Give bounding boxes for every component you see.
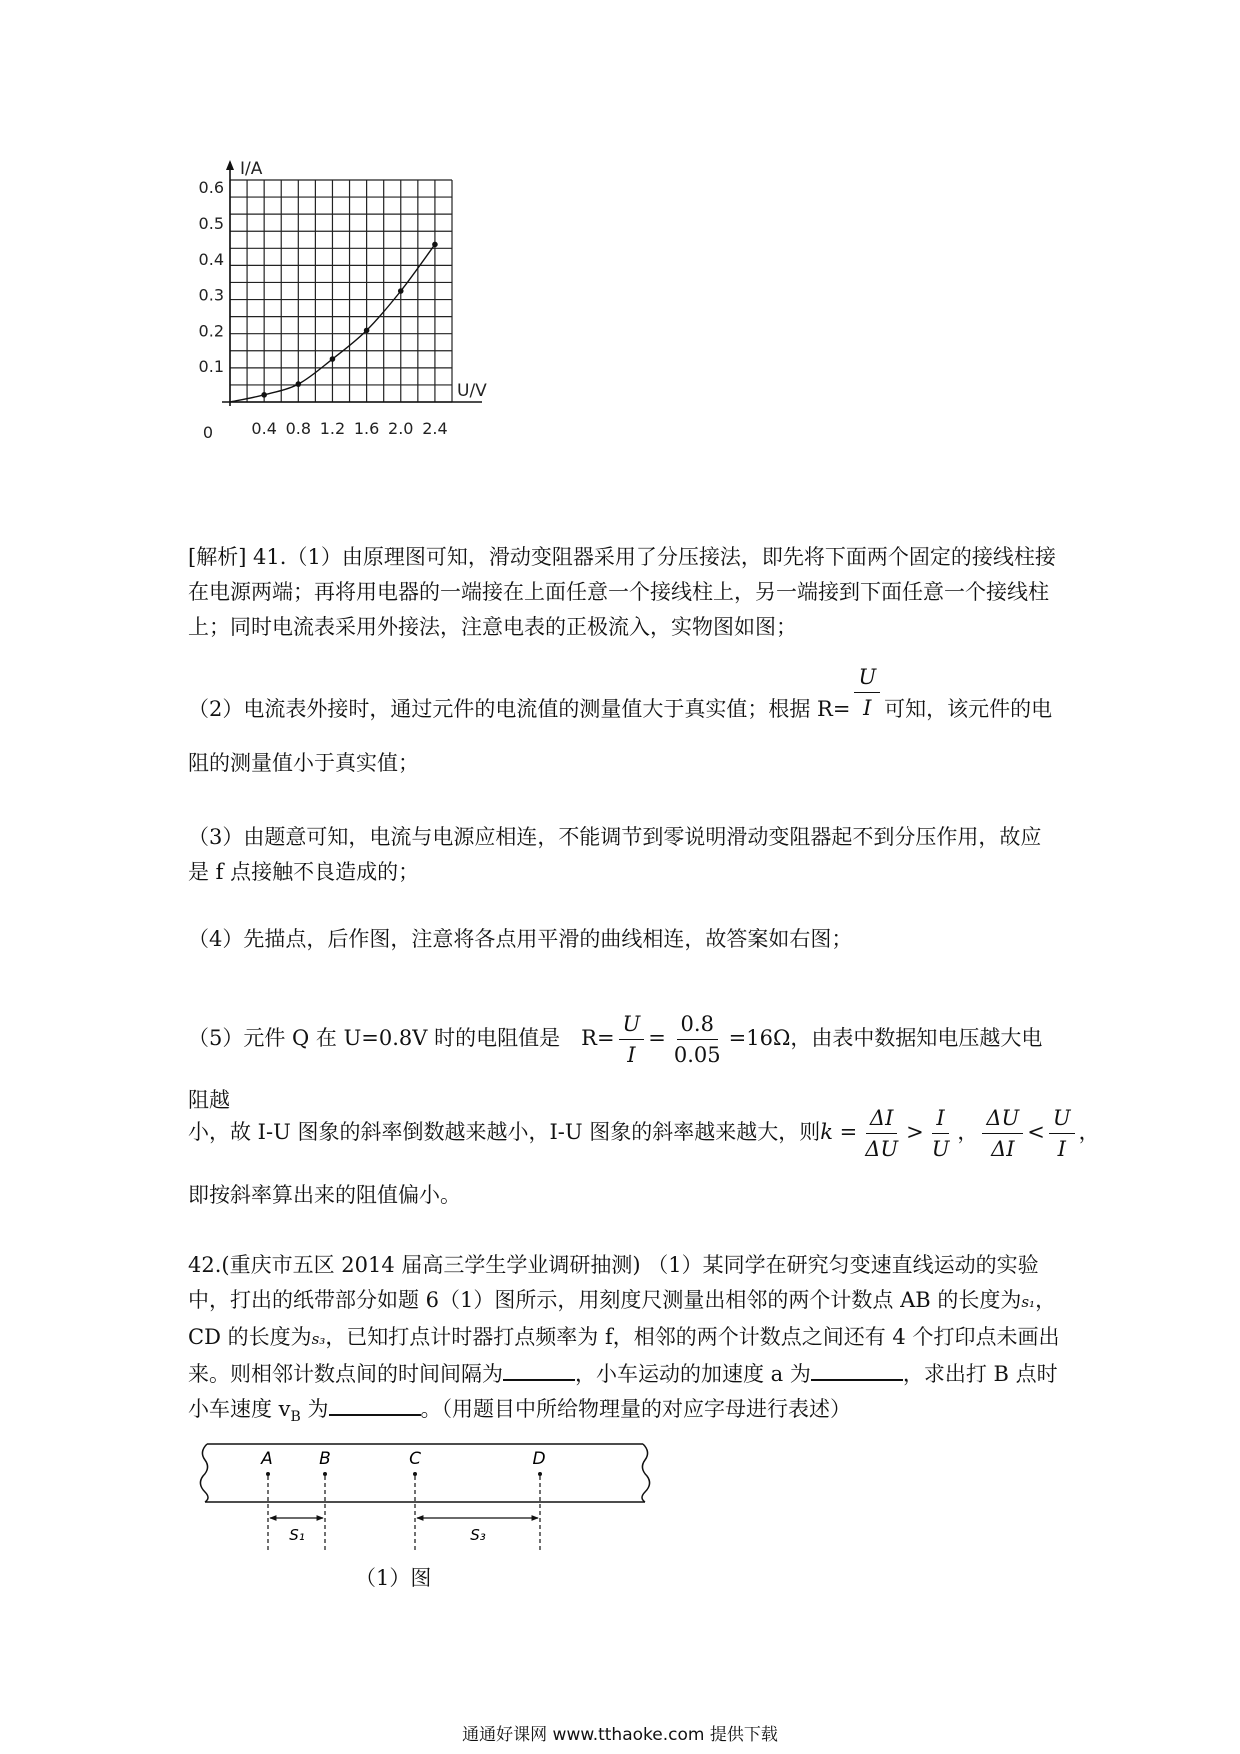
y-tick-label: 0.1 — [198, 357, 224, 377]
fraction-num: ΔI — [866, 1103, 897, 1134]
fraction-den: I — [1057, 1137, 1066, 1161]
y-tick-label: 0.3 — [198, 285, 224, 305]
blank-velocity-b[interactable] — [329, 1392, 421, 1416]
x-tick-label: 2.4 — [422, 419, 448, 438]
footer: 通通好课网 www.tthaoke.com 提供下载 — [462, 1725, 778, 1745]
data-point — [261, 392, 267, 398]
tape-left-edge — [200, 1444, 208, 1502]
dot-b — [323, 1472, 327, 1476]
v-subscript: B — [290, 1409, 301, 1426]
question-42 — [188, 1248, 1060, 1435]
less-than: < — [1027, 1120, 1045, 1144]
dot-c — [413, 1472, 417, 1476]
point-c — [409, 1449, 421, 1550]
fraction-u-over-i-2 — [619, 1009, 645, 1070]
fraction-du-over-di — [982, 1103, 1023, 1164]
fraction-num: U — [619, 1009, 645, 1040]
analysis-p2-a: （2）电流表外接时，通过元件的电流值的测量值大于真实值；根据 R= — [188, 697, 851, 721]
y-axis-label: I/A — [240, 160, 263, 179]
fraction-u-over-i — [854, 662, 880, 723]
dot-a — [266, 1472, 270, 1476]
fraction-num: I — [932, 1103, 948, 1134]
q42-text-7: 。（用题目中所给物理量的对应字母进行表述） — [420, 1397, 852, 1421]
analysis-p5-a: （5）元件 Q 在 U=0.8V 时的电阻值是 R= — [188, 1026, 615, 1050]
q42-text-2: ，CD 的长度为 — [188, 1288, 1057, 1349]
fraction-den: 0.05 — [673, 1043, 721, 1067]
iu-graph — [190, 160, 530, 490]
x-tick-label: 0.8 — [285, 419, 312, 438]
fraction-den: ΔU — [865, 1137, 899, 1161]
point-d — [532, 1449, 545, 1550]
equals-sign: = — [648, 1026, 666, 1050]
tape-right-edge — [642, 1444, 650, 1502]
x-axis-label: U/V — [457, 381, 487, 401]
fraction-num: U — [1049, 1103, 1075, 1134]
s1-label: S₁ — [289, 1526, 305, 1544]
analysis-p1-text: [解析] 41.（1）由原理图可知，滑动变阻器采用了分压接法，即先将下面两个固定的接线柱接在电源两端；再将用电器的一端接在上面任意一个接线柱上，另一端接到下面任意一个接线柱上；同时电流表采用外接法，注意电表的正极流入，实物图如图； — [188, 545, 1056, 639]
x-tick-label: 1.6 — [353, 419, 380, 438]
label-a: A — [261, 1449, 273, 1469]
s1-symbol: s₁ — [1021, 1293, 1036, 1311]
paper-tape-diagram — [195, 1440, 665, 1580]
analysis-p5-b: =16Ω，由表中数据知电压越大电阻越 — [188, 1026, 1043, 1112]
dot-d — [538, 1472, 542, 1476]
point-a — [260, 1449, 273, 1550]
analysis-p3 — [188, 820, 1060, 890]
data-point — [330, 356, 336, 362]
fraction-0.8-over-0.05 — [670, 1009, 725, 1070]
y-tick-label: 0.6 — [198, 178, 224, 198]
fraction-den: U — [931, 1137, 950, 1161]
y-tick-label: 0.4 — [198, 249, 224, 269]
fraction-den: I — [627, 1043, 636, 1067]
fraction-den: I — [863, 696, 872, 720]
q42-text-1: 42.(重庆市五区 2014 届高三学生学业调研抽测) （1）某同学在研究匀变速直线运动的实验中，打出的纸带部分如题 6（1）图所示，用刻度尺测量出相邻的两个计数点 AB 的长度为 — [188, 1253, 1039, 1312]
fraction-num: ΔU — [982, 1103, 1023, 1134]
analysis-p4-text: （4）先描点，后作图，注意将各点用平滑的曲线相连，故答案如右图； — [188, 927, 853, 951]
x-tick-label: 0.4 — [251, 419, 277, 438]
point-b — [319, 1449, 331, 1550]
fraction-u-over-i-3 — [1049, 1103, 1075, 1164]
analysis-p6 — [188, 1100, 1100, 1164]
analysis-p4 — [188, 922, 1060, 957]
analysis-p2-b: 可知，该元件的电阻的测量值小于真实值； — [188, 697, 1053, 775]
fraction-num: U — [854, 662, 880, 693]
s3-label: S₃ — [470, 1526, 486, 1544]
y-tick-label: 0.2 — [198, 321, 224, 341]
label-c: C — [409, 1449, 421, 1469]
x-tick-label: 2.0 — [388, 419, 414, 438]
analysis-p7-text: 即按斜率算出来的阻值偏小。 — [188, 1183, 461, 1207]
analysis-p2 — [188, 665, 1060, 785]
fraction-num: 0.8 — [677, 1009, 718, 1040]
origin-label: 0 — [202, 423, 214, 442]
q42-text-5: ，求出打 B 点时小车速度 v — [188, 1362, 1058, 1421]
label-b: B — [319, 1449, 331, 1469]
q42-text-3: ，已知打点计时器打点频率为 f，相邻的两个计数点之间还有 4 个打印点未画出来。则相邻计数点间的时间间隔为 — [188, 1325, 1060, 1386]
greater-than: > — [906, 1120, 924, 1144]
data-point — [432, 242, 438, 248]
end-comma: ， — [1078, 1120, 1100, 1144]
tape-caption: （1）图 — [355, 1566, 432, 1590]
s3-symbol: s₃ — [311, 1330, 326, 1348]
label-d: D — [532, 1449, 546, 1469]
blank-acceleration[interactable] — [811, 1357, 903, 1381]
fraction-di-over-du — [861, 1103, 902, 1164]
q42-text-6: 为 — [300, 1397, 329, 1421]
y-tick-label: 0.5 — [198, 213, 224, 233]
x-tick-label: 1.2 — [319, 419, 346, 438]
graph-grid — [230, 180, 452, 402]
analysis-p6-a: 小，故 I-U 图象的斜率倒数越来越小，I-U 图象的斜率越来越大，则 — [188, 1120, 821, 1144]
q42-text-4: ，小车运动的加速度 a 为 — [575, 1362, 811, 1386]
data-point — [398, 288, 404, 294]
analysis-p3-text: （3）由题意可知，电流与电源应相连，不能调节到零说明滑动变阻器起不到分压作用，故应是 f 点接触不良造成的； — [188, 825, 1042, 884]
fraction-den: ΔI — [991, 1137, 1015, 1161]
data-point — [364, 328, 370, 334]
k-symbol: k = — [820, 1120, 858, 1144]
analysis-p7 — [188, 1178, 1060, 1213]
fraction-i-over-u — [928, 1103, 954, 1164]
blank-time-interval[interactable] — [503, 1357, 575, 1381]
comma: ， — [957, 1120, 979, 1144]
y-axis-arrow — [226, 160, 234, 170]
analysis-p1 — [188, 540, 1060, 645]
data-point — [296, 381, 302, 387]
